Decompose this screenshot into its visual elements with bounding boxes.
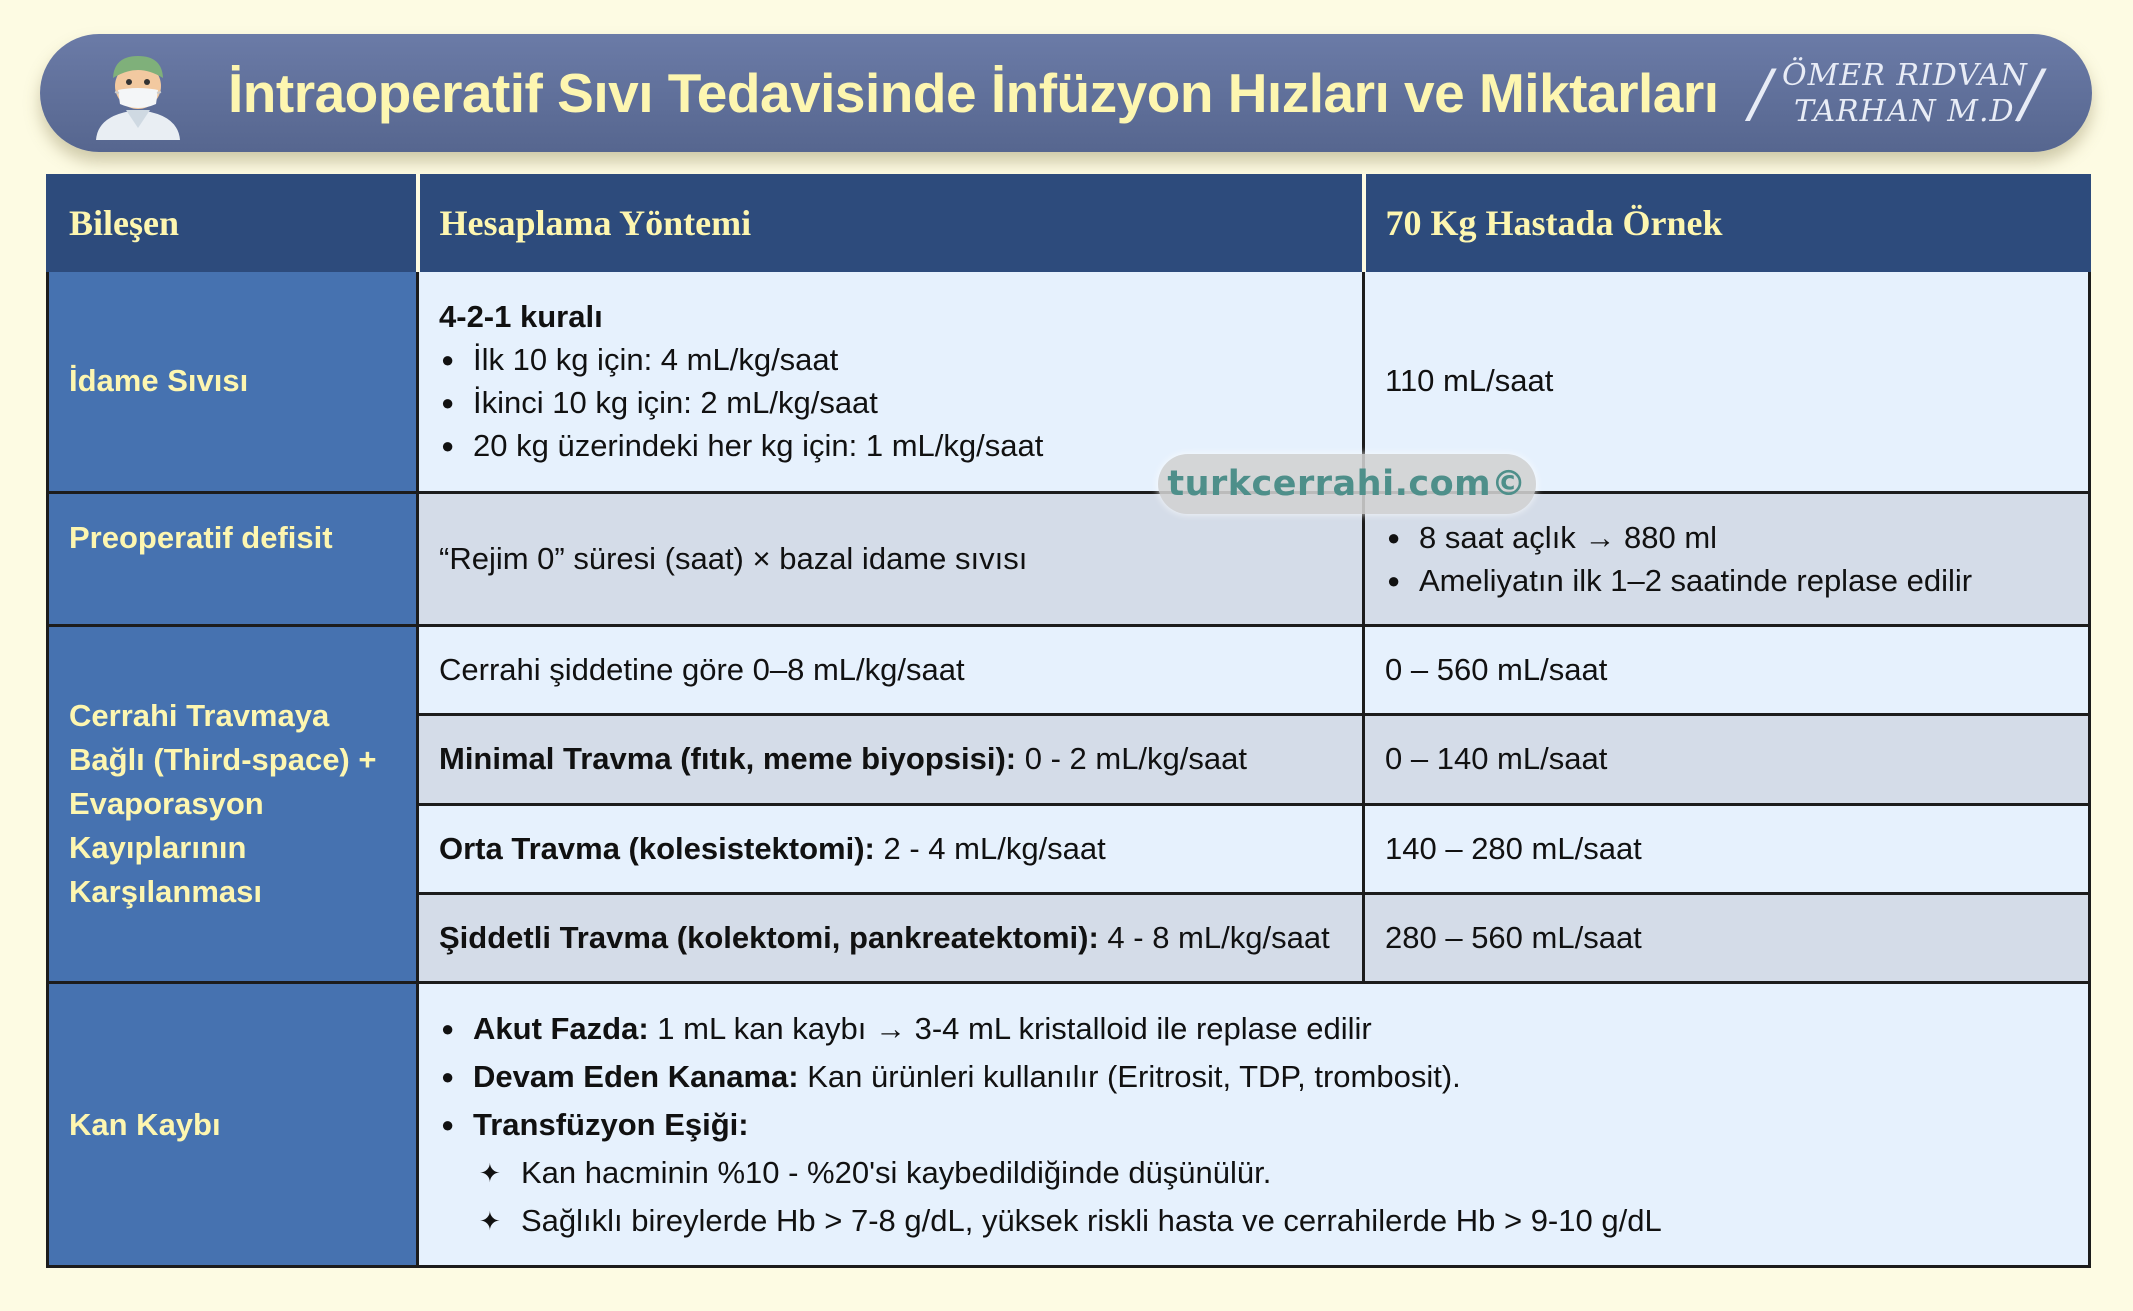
idame-rule-item: ● İkinci 10 kg için: 2 mL/kg/saat	[439, 381, 1342, 424]
preop-method-cell: “Rejim 0” süresi (saat) × bazal idame sıvısı	[418, 492, 1364, 625]
blood-item-text: Kan ürünleri kullanılır (Eritrosit, TDP, trombosit).	[798, 1058, 1461, 1094]
table-header-row	[48, 176, 2090, 271]
trauma-method-cell	[418, 626, 1364, 715]
idame-example-cell: 110 mL/saat	[1364, 271, 2090, 493]
blood-loss-item	[439, 1053, 2068, 1101]
four-point-star-icon: ✦	[479, 1157, 501, 1188]
transfusion-threshold-list	[439, 1149, 2068, 1245]
table-row-trauma	[48, 626, 2090, 715]
four-point-star-icon: ✦	[479, 1205, 501, 1236]
transfusion-threshold-item	[439, 1197, 2068, 1245]
infusion-table	[46, 174, 2091, 1268]
table-row-preop	[48, 492, 2090, 625]
blood-loss-cell	[418, 983, 2090, 1267]
idame-rule-item: ● İlk 10 kg için: 4 mL/kg/saat	[439, 338, 1342, 381]
row-label-blood: Kan Kaybı	[48, 983, 418, 1267]
table-row-blood	[48, 983, 2090, 1267]
trauma-minimal-bold: Minimal Travma (fıtık, meme biyopsisi):	[439, 741, 1017, 777]
trauma-moderate-method-cell	[418, 804, 1364, 893]
signature-line-2: TARHAN M.D.	[1794, 94, 2025, 129]
signature-line-1: ÖMER RIDVAN	[1782, 58, 2028, 93]
trauma-severe-bold: Şiddetli Travma (kolektomi, pankreatektomi):	[439, 919, 1099, 955]
preop-example-item: ● 8 saat açlık → 880 ml	[1385, 516, 2068, 559]
signature-slash-left: /	[1750, 57, 1772, 131]
idame-rule-title: 4-2-1 kuralı	[439, 299, 603, 335]
transfusion-threshold-item	[439, 1149, 2068, 1197]
trauma-moderate-text: 2 - 4 mL/kg/saat	[874, 830, 1106, 866]
trauma-minimal-text: 0 - 2 mL/kg/saat	[1016, 741, 1247, 777]
column-header-component: Bileşen	[48, 176, 418, 271]
preop-example-item: ● Ameliyatın ilk 1–2 saatinde replase edilir	[1385, 559, 2068, 602]
column-header-example: 70 Kg Hastada Örnek	[1364, 176, 2090, 271]
trauma-moderate-example-cell: 140 – 280 mL/saat	[1364, 804, 2090, 893]
trauma-severe-text: 4 - 8 mL/kg/saat	[1098, 919, 1330, 955]
trauma-minimal-example-cell: 0 – 140 mL/saat	[1364, 715, 2090, 804]
watermark-badge: turkcerrahi.com©	[1158, 454, 1536, 514]
blood-item-bold: Transfüzyon Eşiği:	[473, 1106, 749, 1142]
blood-item-text: 1 mL kan kaybı → 3-4 mL kristalloid ile replase edilir	[648, 1010, 1372, 1046]
transfusion-threshold-text: Kan hacminin %10 - %20'si kaybedildiğinde düşünülür.	[521, 1154, 1272, 1190]
idame-rule-item: ● 20 kg üzerindeki her kg için: 1 mL/kg/saat	[439, 424, 1342, 467]
trauma-example-cell: 0 – 560 mL/saat	[1364, 626, 2090, 715]
author-signature	[1720, 52, 2070, 136]
row-label-idame: İdame Sıvısı	[48, 271, 418, 493]
signature-slash-right: /	[2020, 57, 2042, 131]
row-label-preop: Preoperatif defisit	[48, 492, 418, 625]
trauma-minimal-method-cell	[418, 715, 1364, 804]
table-row-idame	[48, 271, 2090, 493]
transfusion-threshold-text: Sağlıklı bireylerde Hb > 7-8 g/dL, yüksek riskli hasta ve cerrahilerde Hb > 9-10 g/dL	[521, 1202, 1662, 1238]
trauma-severe-method-cell	[418, 893, 1364, 982]
row-label-trauma: Cerrahi Travmaya Bağlı (Third-space) + Evaporasyon Kayıplarının Karşılanması	[48, 626, 418, 983]
trauma-moderate-bold: Orta Travma (kolesistektomi):	[439, 830, 875, 866]
trauma-severe-example-cell: 280 – 560 mL/saat	[1364, 893, 2090, 982]
blood-loss-list	[439, 1005, 2068, 1149]
blood-item-bold: Akut Fazda:	[473, 1010, 649, 1046]
blood-loss-item	[439, 1005, 2068, 1053]
blood-item-bold: Devam Eden Kanama:	[473, 1058, 799, 1094]
idame-rule-list	[439, 338, 1342, 467]
blood-loss-item	[439, 1101, 2068, 1149]
surgeon-avatar-icon	[88, 48, 188, 140]
header-banner	[40, 34, 2092, 152]
preop-example-list	[1385, 516, 2068, 602]
column-header-method: Hesaplama Yöntemi	[418, 176, 1364, 271]
trauma-method-text: Cerrahi şiddetine göre 0–8 mL/kg/saat	[439, 652, 965, 688]
page-title: İntraoperatif Sıvı Tedavisinde İnfüzyon Hızları ve Miktarları	[228, 62, 1719, 124]
